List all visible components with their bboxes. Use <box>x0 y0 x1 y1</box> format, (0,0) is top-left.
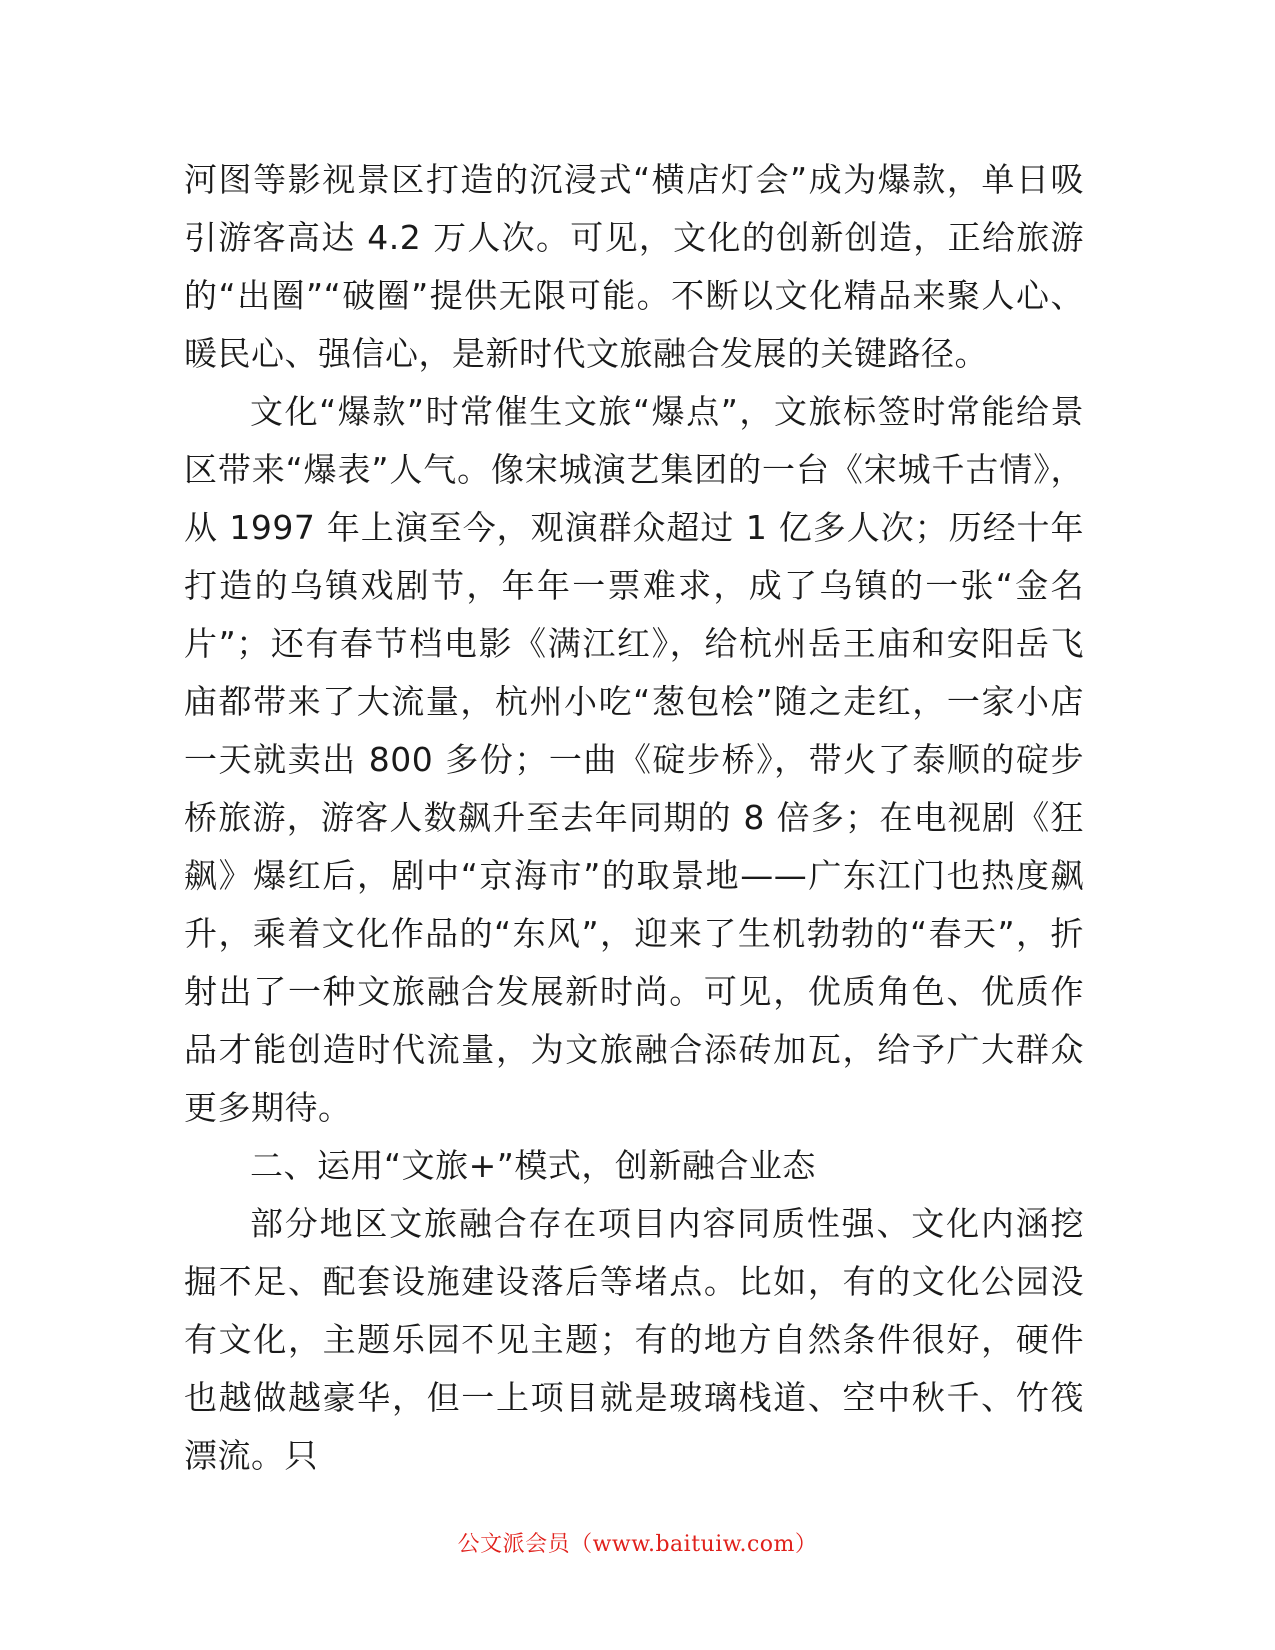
paragraph-2: 文化“爆款”时常催生文旅“爆点”，文旅标签时常能给景区带来“爆表”人气。像宋城演艺集团的一台《宋城千古情》，从 1997 年上演至今，观演群众超过 1 亿多人次；历经十年打造的乌镇戏剧节，年年一票难求，成了乌镇的一张“金名片”；还有春节档电影《满江红》，给杭州岳王庙和安阳岳飞庙都带来了大流量，杭州小吃“葱包桧”随之走红，一家小店一天就卖出 800 多份；一曲《碇步桥》，带火了泰顺的碇步桥旅游，游客人数飙升至去年同期的 8 倍多；在电视剧《狂飙》爆红后，剧中“京海市”的取景地——广东江门也热度飙升，乘着文化作品的“东风”，迎来了生机勃勃的“春天”，折射出了一种文旅融合发展新时尚。可见，优质角色、优质作品才能创造时代流量，为文旅融合添砖加瓦，给予广大群众更多期待。 <box>184 392 1084 1127</box>
footer-watermark: 公文派会员（www.baituiw.com） <box>457 1532 818 1557</box>
paragraph-3: 部分地区文旅融合存在项目内容同质性强、文化内涵挖掘不足、配套设施建设落后等堵点。比如，有的文化公园没有文化，主题乐园不见主题；有的地方自然条件很好，硬件也越做越豪华，但一上项目就是玻璃栈道、空中秋千、竹筏漂流。只 <box>184 1204 1084 1475</box>
document-body <box>184 151 1084 1485</box>
section-heading: 二、运用“文旅+”模式，创新融合业态 <box>250 1146 816 1185</box>
paragraph-1: 河图等影视景区打造的沉浸式“横店灯会”成为爆款，单日吸引游客高达 4.2 万人次。可见，文化的创新创造，正给旅游的“出圈”“破圈”提供无限可能。不断以文化精品来聚人心、暖民心、强信心，是新时代文旅融合发展的关键路径。 <box>184 160 1084 373</box>
